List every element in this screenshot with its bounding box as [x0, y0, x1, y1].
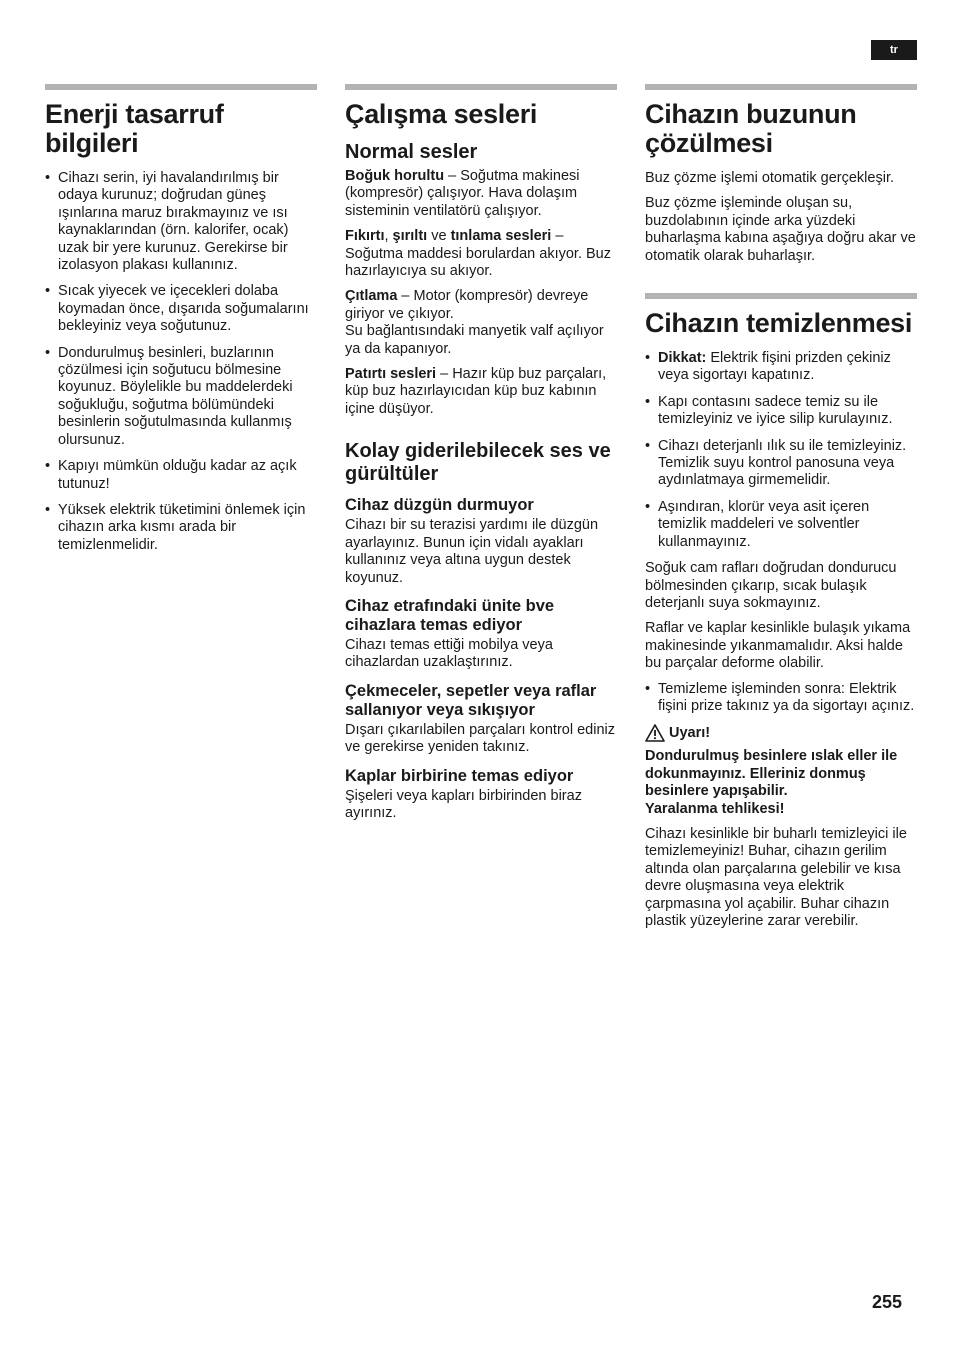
section-rule	[345, 84, 617, 90]
warning-text: Dondurulmuş besinlere ıslak eller ile dokunmayınız. Elleriniz donmuş besinlere yapışabilir.	[645, 748, 898, 800]
sound-term: Boğuk horultu	[345, 168, 445, 184]
issue-heading: Çekmeceler, sepetler veya raflar sallanıyor veya sıkışıyor	[345, 681, 597, 719]
list-item: • Cihazı deterjanlı ılık su ile temizleyiniz. Temizlik suyu kontrol panosuna veya aydınlatmaya girmemelidir.	[645, 438, 917, 490]
list-item: • Aşındıran, klorür veya asit içeren temizlik maddeleri ve solventler kullanmayınız.	[645, 499, 917, 551]
sound-term: şırıltı	[392, 228, 428, 245]
cleaning-paragraph: Raflar ve kaplar kesinlikle bulaşık yıkama makinesinde yıkanmamalıdır. Aksi halde bu parçalar deforme olabilir.	[645, 620, 911, 672]
issue-heading: Kaplar birbirine temas ediyor	[345, 766, 574, 785]
defrosting-title: Cihazın buzunun çözülmesi	[645, 99, 857, 158]
list-item: • Dikkat: Elektrik fişini prizden çekiniz veya sigortayı kapatınız.	[645, 350, 917, 385]
sound-paragraph: Çıtlama – Motor (kompresör) devreye giriyor ve çıkıyor.	[345, 288, 589, 322]
sound-term: Patırtı sesleri	[345, 366, 437, 383]
cleaning-list	[645, 681, 917, 716]
list-item: • Sıcak yiyecek ve içecekleri dolaba koymadan önce, dışarıda soğumalarını bekleyiniz veya soğutunuz.	[45, 283, 317, 335]
steam-cleaner-paragraph: Cihazı kesinlikle bir buharlı temizleyici ile temizlemeyiniz! Buhar, cihazın gerilim altında olan parçalarına gelebilir ve kısa devre oluşmasına veya elektrik çarpmasına yol açabilir. Buhar cihazın plastik yüzeylerine zarar verebilir.	[645, 825, 907, 929]
normal-sounds-heading: Normal sesler	[345, 141, 478, 163]
warning-triangle-icon	[645, 724, 665, 742]
language-tag: tr	[871, 40, 917, 60]
sound-term: Çıtlama	[345, 288, 398, 305]
cleaning-list	[645, 350, 917, 551]
operating-noises-title: Çalışma sesleri	[345, 99, 538, 129]
energy-saving-column	[45, 84, 317, 563]
cleaning-paragraph: Soğuk cam rafları doğrudan dondurucu bölmesinden çıkarıp, sıcak bulaşık deterjanlı suya sokmayınız.	[645, 560, 897, 611]
defrost-cleaning-column	[645, 84, 917, 938]
warning-header	[645, 724, 917, 742]
sound-paragraph: Su bağlantısındaki manyetik valf açılıyor ya da kapanıyor.	[345, 323, 604, 357]
energy-saving-title: Enerji tasarruf bilgileri	[45, 99, 224, 158]
sound-term: Fıkırtı	[345, 228, 385, 245]
warning-text: Yaralanma tehlikesi!	[645, 800, 785, 817]
list-item: • Cihazı serin, iyi havalandırılmış bir odaya kurunuz; doğrudan güneş ışınlarına maruz bırakmayınız ve ısı kaynaklarından (örn. kalorifer, ocak) uzak bir yere kurunuz. Gerekirse bir izolasyon plakası kullanınız.	[45, 170, 317, 274]
list-item: • Temizleme işleminden sonra: Elektrik fişini prize takınız ya da sigortayı açınız.	[645, 681, 917, 716]
warning-label: Uyarı!	[669, 725, 711, 742]
section-rule	[645, 293, 917, 299]
issue-text: Şişeleri veya kapları birbirinden biraz ayırınız.	[345, 787, 582, 821]
issue-text: Cihazı temas ettiği mobilya veya cihazlardan uzaklaştırınız.	[345, 636, 553, 671]
section-rule	[45, 84, 317, 90]
defrost-paragraph: Buz çözme işlemi otomatik gerçekleşir.	[645, 170, 894, 186]
cleaning-title: Cihazın temizlenmesi	[645, 308, 913, 339]
list-item: • Kapı contasını sadece temiz su ile temizleyiniz ve iyice silip kurulayınız.	[645, 394, 917, 429]
list-item: • Yüksek elektrik tüketimini önlemek için cihazın arka kısmı arada bir temizlenmelidir.	[45, 502, 317, 554]
page-number: 255	[872, 1292, 903, 1312]
defrost-paragraph: Buz çözme işleminde oluşan su, buzdolabının içinde arka yüzdeki buharlaşma kabına aşağıya doğru akar ve otomatik olarak buharlaşır.	[645, 195, 916, 264]
caution-label: Dikkat:	[658, 350, 707, 367]
list-item: • Kapıyı mümkün olduğu kadar az açık tutunuz!	[45, 458, 317, 493]
issue-text: Dışarı çıkarılabilen parçaları kontrol ediniz ve gerekirse yeniden takınız.	[345, 721, 615, 756]
list-item: • Dondurulmuş besinleri, buzlarının çözülmesi için soğutucu bölmesine koyunuz. Böylelikle bu maddelerdeki soğukluğu, soğutma bölümündeki besinlerin soğutulmasında kullanmış olursunuz.	[45, 345, 317, 449]
energy-tips-list	[45, 170, 317, 554]
section-rule	[645, 84, 917, 90]
operating-noises-column	[345, 84, 617, 830]
fixable-noises-heading: Kolay giderilebilecek ses ve gürültüler	[345, 440, 611, 486]
issue-text: Cihazı bir su terazisi yardımı ile düzgün ayarlayınız. Bunun için vidalı ayakları kullanınız veya altına uygun destek koyunuz.	[345, 517, 599, 586]
sound-term: tınlama sesleri	[450, 228, 552, 245]
sound-paragraph: Fıkırtı, şırıltı ve tınlama sesleri – Soğutma maddesi borulardan akıyor. Buz hazırlayıcıya su akıyor.	[345, 228, 611, 280]
issue-heading: Cihaz düzgün durmuyor	[345, 496, 534, 515]
issue-heading: Cihaz etrafındaki ünite bve cihazlara temas ediyor	[345, 596, 555, 634]
sound-paragraph: Patırtı sesleri – Hazır küp buz parçaları, küp buz hazırlayıcıdan küp buz kabının içine düşüyor.	[345, 366, 607, 417]
sound-paragraph: Boğuk horultu – Soğutma makinesi (kompresör) çalışıyor. Hava dolaşım sisteminin ventilatörü çalışıyor.	[345, 168, 580, 219]
